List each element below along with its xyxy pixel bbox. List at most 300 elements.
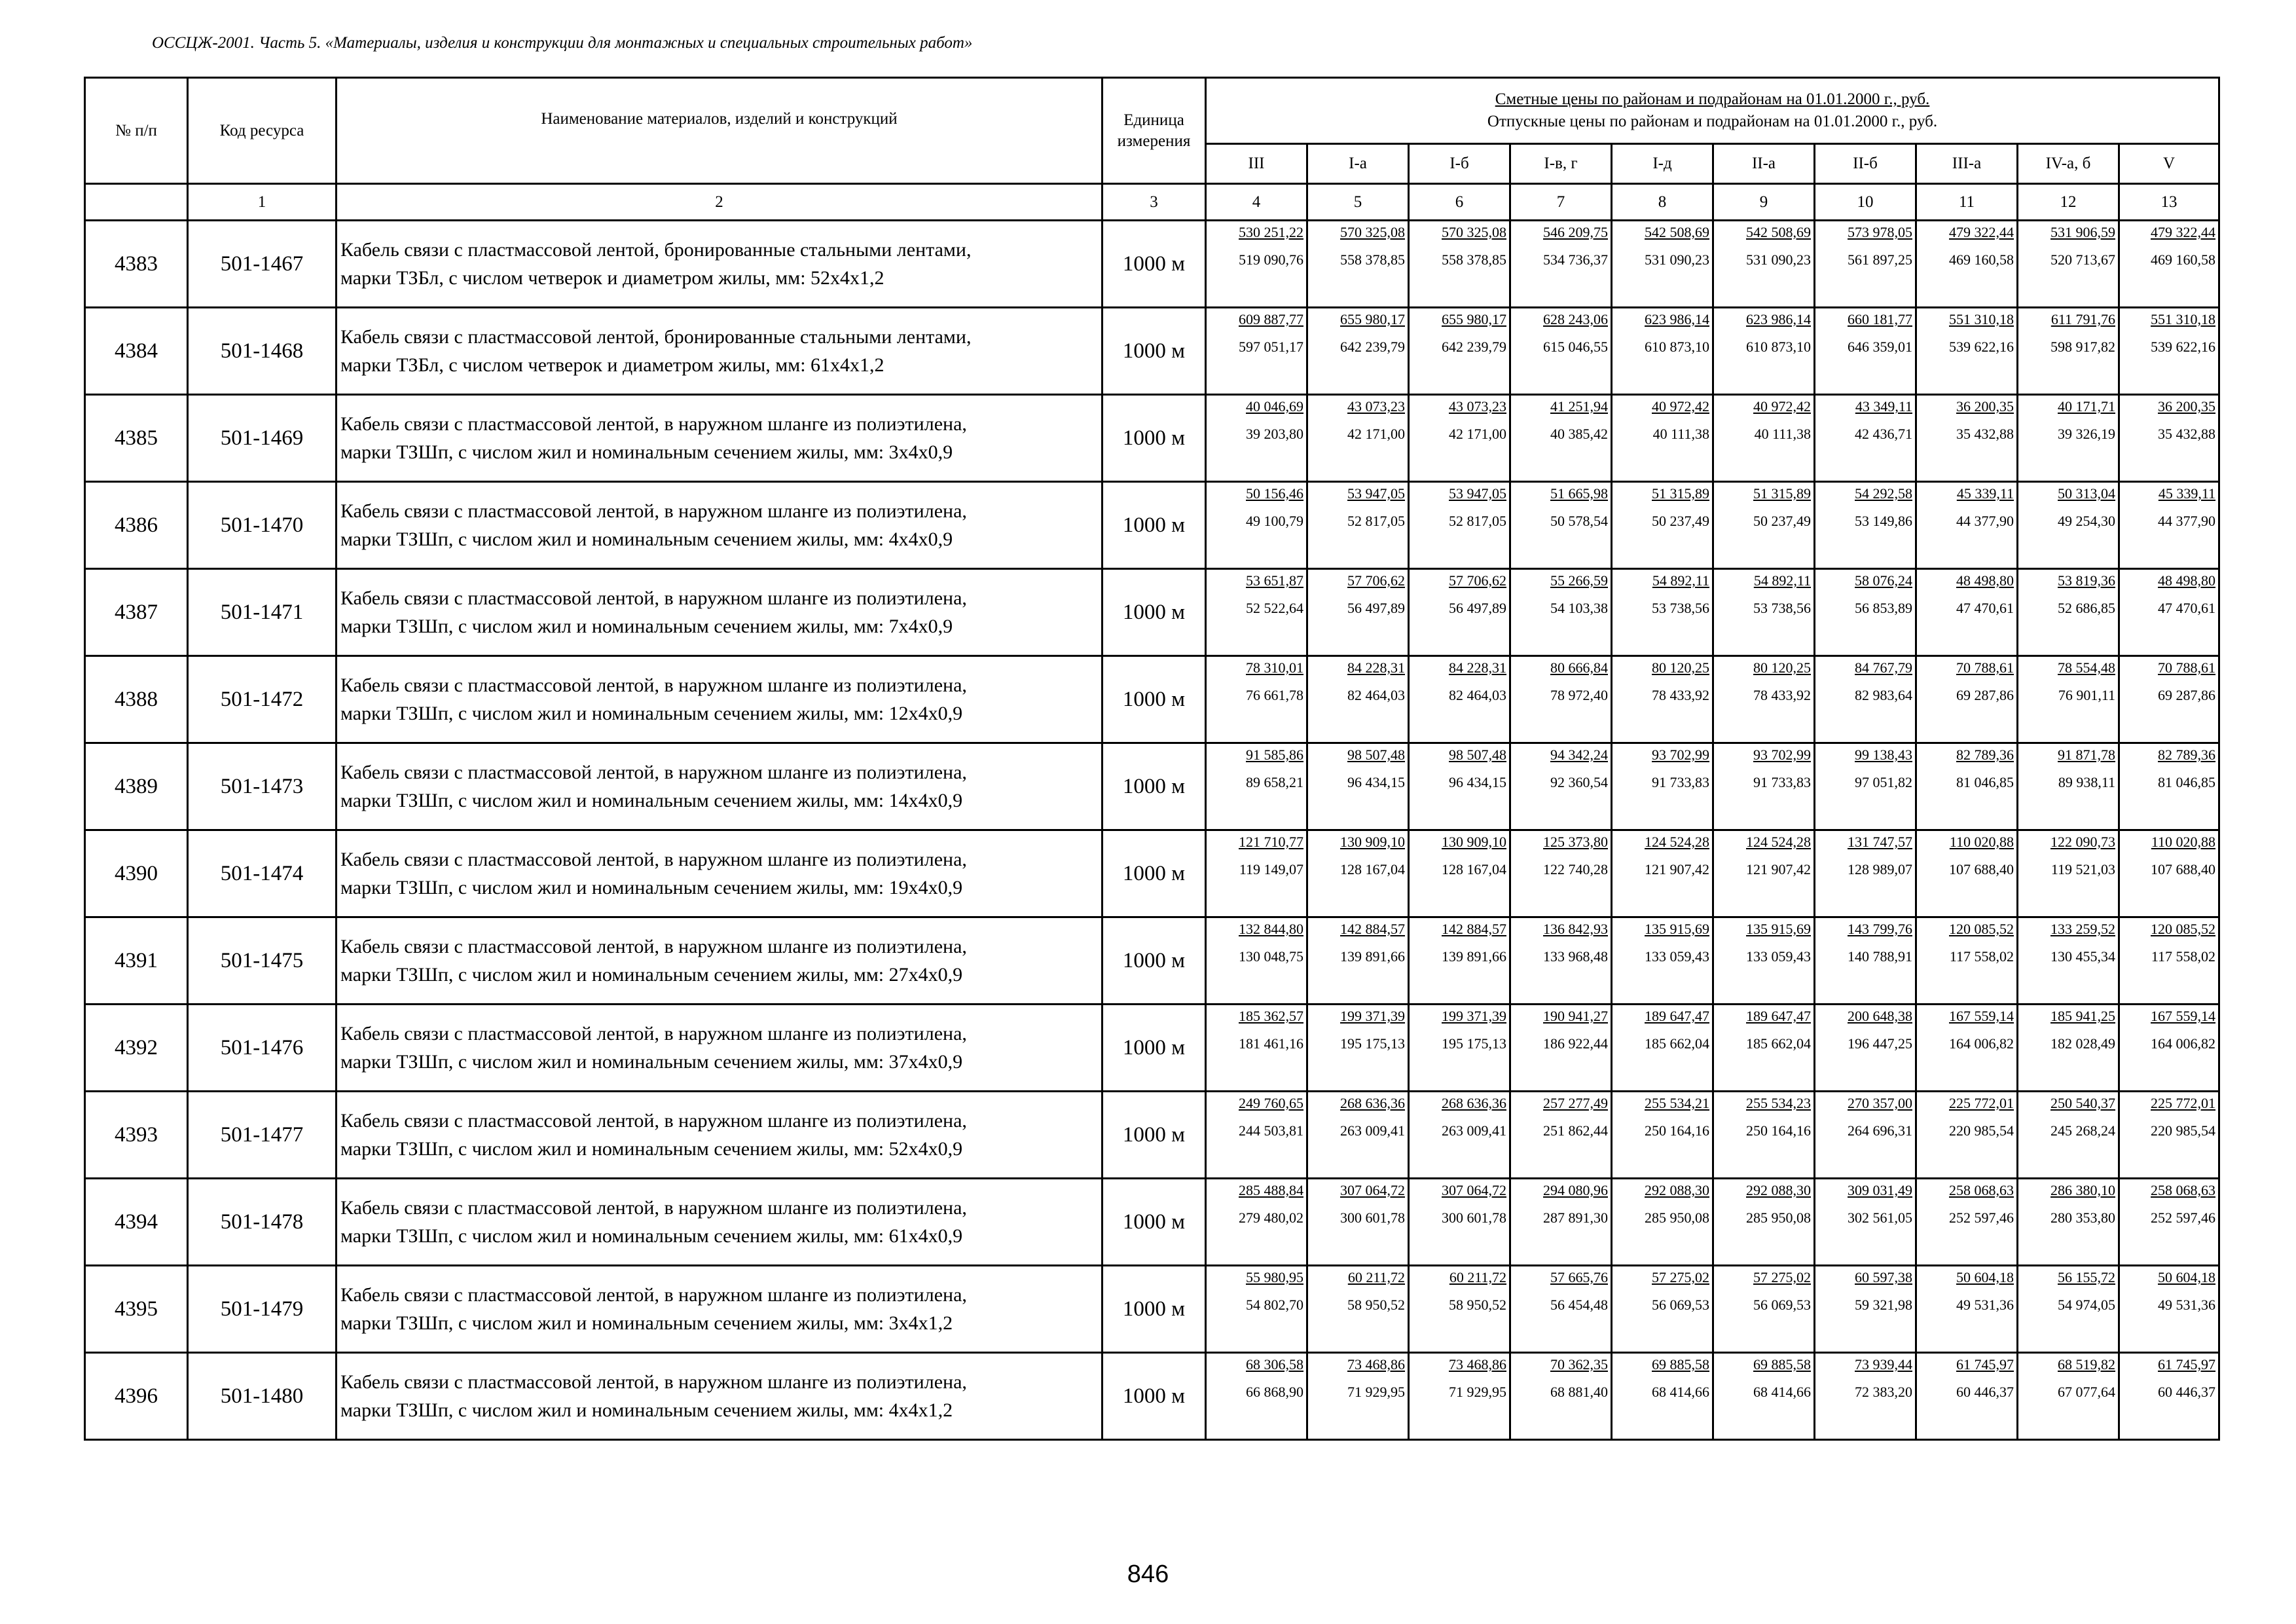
estimate-price: 125 373,80 xyxy=(1543,834,1608,850)
price-cell xyxy=(1916,830,2018,917)
release-price: 117 558,02 xyxy=(1949,948,2014,965)
release-price: 615 046,55 xyxy=(1543,339,1608,355)
estimate-price: 70 788,61 xyxy=(2158,659,2216,676)
price-cell xyxy=(2119,1179,2219,1266)
release-price: 40 385,42 xyxy=(1550,426,1608,442)
price-cell xyxy=(1916,221,2018,308)
estimate-price: 185 941,25 xyxy=(2050,1008,2115,1024)
release-price: 40 111,38 xyxy=(1754,426,1811,442)
estimate-price: 257 277,49 xyxy=(1543,1095,1608,1111)
row-number: 4395 xyxy=(85,1266,188,1353)
estimate-price: 80 120,25 xyxy=(1753,659,1811,676)
resource-code: 501-1472 xyxy=(188,656,337,743)
estimate-price: 551 310,18 xyxy=(1949,311,2014,327)
price-cell xyxy=(1815,1005,1916,1092)
release-price: 44 377,90 xyxy=(2158,513,2216,529)
price-cell xyxy=(1612,743,1713,830)
price-cell xyxy=(1409,1353,1510,1440)
estimate-price: 40 171,71 xyxy=(2058,398,2115,415)
row-number: 4388 xyxy=(85,656,188,743)
estimate-price: 93 702,99 xyxy=(1753,747,1811,763)
material-name xyxy=(337,221,1102,308)
column-number-empty xyxy=(85,184,188,221)
price-cell xyxy=(1916,1179,2018,1266)
estimate-price: 84 767,79 xyxy=(1855,659,1912,676)
price-cell xyxy=(1510,1005,1612,1092)
price-cell xyxy=(1510,395,1612,482)
region-header: II-а xyxy=(1713,144,1815,184)
release-price: 92 360,54 xyxy=(1550,774,1608,790)
price-cell xyxy=(1307,1179,1409,1266)
release-price: 539 622,16 xyxy=(1949,339,2014,355)
price-cell xyxy=(1409,830,1510,917)
region-header: V xyxy=(2119,144,2219,184)
release-price: 47 470,61 xyxy=(1956,600,2014,616)
release-price: 60 446,37 xyxy=(1956,1384,2014,1400)
region-header: I-б xyxy=(1409,144,1510,184)
column-number: 6 xyxy=(1409,184,1510,221)
material-name xyxy=(337,830,1102,917)
material-name-line-2: марки ТЗШп, с числом жил и номинальным сечением жилы, мм: 12х4х0,9 xyxy=(340,703,963,724)
release-price: 469 160,58 xyxy=(2151,251,2216,268)
unit: 1000 м xyxy=(1102,1179,1206,1266)
column-number: 2 xyxy=(337,184,1102,221)
estimate-price: 531 906,59 xyxy=(2050,224,2115,240)
material-name-line-1: Кабель связи с пластмассовой лентой, в наружном шланге из полиэтилена, xyxy=(340,500,967,522)
estimate-price: 167 559,14 xyxy=(1949,1008,2014,1024)
estimate-price: 36 200,35 xyxy=(2158,398,2216,415)
table-row xyxy=(85,743,2219,830)
price-cell xyxy=(1307,482,1409,569)
release-price: 558 378,85 xyxy=(1340,251,1405,268)
release-price: 78 972,40 xyxy=(1550,687,1608,703)
estimate-price: 51 315,89 xyxy=(1652,485,1709,502)
price-cell xyxy=(1713,569,1815,656)
estimate-price: 655 980,17 xyxy=(1340,311,1405,327)
region-header: II-б xyxy=(1815,144,1916,184)
header-price-estimate: Сметные цены по районам и подрайонам на 01.01.2000 г., руб. xyxy=(1495,90,1930,108)
estimate-price: 91 871,78 xyxy=(2058,747,2115,763)
resource-code: 501-1476 xyxy=(188,1005,337,1092)
table-row xyxy=(85,1179,2219,1266)
price-cell xyxy=(2018,221,2119,308)
estimate-price: 122 090,73 xyxy=(2050,834,2115,850)
estimate-price: 50 313,04 xyxy=(2058,485,2115,502)
material-name-line-2: марки ТЗШп, с числом жил и номинальным сечением жилы, мм: 14х4х0,9 xyxy=(340,790,963,811)
estimate-price: 609 887,77 xyxy=(1239,311,1303,327)
price-cell xyxy=(1612,917,1713,1005)
material-name-line-2: марки ТЗШп, с числом жил и номинальным сечением жилы, мм: 52х4х0,9 xyxy=(340,1138,963,1160)
price-cell xyxy=(1510,1092,1612,1179)
price-cell xyxy=(1612,395,1713,482)
release-price: 181 461,16 xyxy=(1239,1035,1303,1052)
release-price: 195 175,13 xyxy=(1442,1035,1506,1052)
estimate-price: 43 073,23 xyxy=(1347,398,1405,415)
price-cell xyxy=(1713,830,1815,917)
estimate-price: 51 315,89 xyxy=(1753,485,1811,502)
column-number: 10 xyxy=(1815,184,1916,221)
release-price: 130 455,34 xyxy=(2050,948,2115,965)
estimate-price: 189 647,47 xyxy=(1645,1008,1709,1024)
price-cell xyxy=(1307,1353,1409,1440)
estimate-price: 48 498,80 xyxy=(2158,572,2216,589)
unit: 1000 м xyxy=(1102,308,1206,395)
release-price: 128 989,07 xyxy=(1848,861,1912,877)
region-header: IV-а, б xyxy=(2018,144,2119,184)
release-price: 107 688,40 xyxy=(2151,861,2216,877)
material-name-line-2: марки ТЗШп, с числом жил и номинальным сечением жилы, мм: 3х4х0,9 xyxy=(340,441,953,463)
price-cell xyxy=(1713,1005,1815,1092)
material-name-line-1: Кабель связи с пластмассовой лентой, бронированные стальными лентами, xyxy=(340,326,972,348)
column-number: 5 xyxy=(1307,184,1409,221)
price-cell xyxy=(1713,656,1815,743)
price-cell xyxy=(1815,1092,1916,1179)
material-name xyxy=(337,1353,1102,1440)
table-row xyxy=(85,917,2219,1005)
estimate-price: 200 648,38 xyxy=(1848,1008,1912,1024)
estimate-price: 286 380,10 xyxy=(2050,1182,2115,1198)
table-row xyxy=(85,830,2219,917)
estimate-price: 292 088,30 xyxy=(1645,1182,1709,1198)
row-number: 4384 xyxy=(85,308,188,395)
price-cell xyxy=(1206,569,1307,656)
estimate-price: 60 211,72 xyxy=(1449,1269,1506,1285)
release-price: 56 454,48 xyxy=(1550,1297,1608,1313)
price-cell xyxy=(1815,1266,1916,1353)
price-cell xyxy=(2018,1179,2119,1266)
release-price: 89 658,21 xyxy=(1246,774,1303,790)
release-price: 97 051,82 xyxy=(1855,774,1912,790)
estimate-price: 124 524,28 xyxy=(1746,834,1811,850)
release-price: 252 597,46 xyxy=(1949,1209,2014,1226)
release-price: 39 203,80 xyxy=(1246,426,1303,442)
release-price: 35 432,88 xyxy=(2158,426,2216,442)
row-number: 4385 xyxy=(85,395,188,482)
release-price: 49 100,79 xyxy=(1246,513,1303,529)
price-cell xyxy=(2119,917,2219,1005)
release-price: 250 164,16 xyxy=(1746,1122,1811,1139)
unit: 1000 м xyxy=(1102,830,1206,917)
release-price: 117 558,02 xyxy=(2151,948,2216,965)
release-price: 58 950,52 xyxy=(1347,1297,1405,1313)
release-price: 520 713,67 xyxy=(2050,251,2115,268)
material-name xyxy=(337,395,1102,482)
estimate-price: 294 080,96 xyxy=(1543,1182,1608,1198)
resource-code: 501-1478 xyxy=(188,1179,337,1266)
estimate-price: 479 322,44 xyxy=(2151,224,2216,240)
release-price: 195 175,13 xyxy=(1340,1035,1405,1052)
release-price: 610 873,10 xyxy=(1645,339,1709,355)
estimate-price: 551 310,18 xyxy=(2151,311,2216,327)
column-number: 11 xyxy=(1916,184,2018,221)
unit: 1000 м xyxy=(1102,1266,1206,1353)
unit: 1000 м xyxy=(1102,1092,1206,1179)
estimate-price: 660 181,77 xyxy=(1848,311,1912,327)
price-cell xyxy=(1612,308,1713,395)
release-price: 42 171,00 xyxy=(1449,426,1506,442)
price-cell xyxy=(1510,482,1612,569)
price-cell xyxy=(2119,221,2219,308)
release-price: 130 048,75 xyxy=(1239,948,1303,965)
estimate-price: 258 068,63 xyxy=(2151,1182,2216,1198)
header-prices xyxy=(1206,78,2219,144)
price-cell xyxy=(1713,1266,1815,1353)
price-cell xyxy=(1409,1179,1510,1266)
estimate-price: 50 156,46 xyxy=(1246,485,1303,502)
release-price: 56 069,53 xyxy=(1753,1297,1811,1313)
release-price: 519 090,76 xyxy=(1239,251,1303,268)
material-name-line-1: Кабель связи с пластмассовой лентой, в наружном шланге из полиэтилена, xyxy=(340,674,967,696)
price-cell xyxy=(1815,1179,1916,1266)
release-price: 558 378,85 xyxy=(1442,251,1506,268)
price-cell xyxy=(2119,1092,2219,1179)
unit: 1000 м xyxy=(1102,1353,1206,1440)
release-price: 96 434,15 xyxy=(1449,774,1506,790)
release-price: 40 111,38 xyxy=(1652,426,1709,442)
price-table xyxy=(84,77,2220,1441)
release-price: 128 167,04 xyxy=(1340,861,1405,877)
page-number: 846 xyxy=(1127,1560,1169,1588)
material-name-line-2: марки ТЗШп, с числом жил и номинальным сечением жилы, мм: 7х4х0,9 xyxy=(340,616,953,637)
release-price: 196 447,25 xyxy=(1848,1035,1912,1052)
material-name xyxy=(337,1005,1102,1092)
release-price: 44 377,90 xyxy=(1956,513,2014,529)
price-cell xyxy=(1916,1266,2018,1353)
estimate-price: 69 885,58 xyxy=(1753,1356,1811,1373)
release-price: 185 662,04 xyxy=(1746,1035,1811,1052)
unit: 1000 м xyxy=(1102,743,1206,830)
material-name-line-2: марки ТЗБл, с числом четверок и диаметром жилы, мм: 61х4х1,2 xyxy=(340,354,884,376)
estimate-price: 45 339,11 xyxy=(1956,485,2014,502)
price-cell xyxy=(1916,395,2018,482)
estimate-price: 573 978,05 xyxy=(1848,224,1912,240)
estimate-price: 61 745,97 xyxy=(2158,1356,2216,1373)
column-number: 9 xyxy=(1713,184,1815,221)
price-cell xyxy=(2119,743,2219,830)
table-row xyxy=(85,656,2219,743)
price-cell xyxy=(2119,569,2219,656)
release-price: 122 740,28 xyxy=(1543,861,1608,877)
release-price: 598 917,82 xyxy=(2050,339,2115,355)
estimate-price: 546 209,75 xyxy=(1543,224,1608,240)
estimate-price: 57 665,76 xyxy=(1550,1269,1608,1285)
price-cell xyxy=(1206,1266,1307,1353)
price-cell xyxy=(1916,1005,2018,1092)
estimate-price: 124 524,28 xyxy=(1645,834,1709,850)
release-price: 91 733,83 xyxy=(1753,774,1811,790)
price-cell xyxy=(1510,743,1612,830)
estimate-price: 48 498,80 xyxy=(1956,572,2014,589)
price-cell xyxy=(1713,917,1815,1005)
resource-code: 501-1477 xyxy=(188,1092,337,1179)
estimate-price: 611 791,76 xyxy=(2050,311,2115,327)
estimate-price: 258 068,63 xyxy=(1949,1182,2014,1198)
release-price: 300 601,78 xyxy=(1442,1209,1506,1226)
release-price: 646 359,01 xyxy=(1848,339,1912,355)
release-price: 67 077,64 xyxy=(2058,1384,2115,1400)
release-price: 68 414,66 xyxy=(1753,1384,1811,1400)
release-price: 279 480,02 xyxy=(1239,1209,1303,1226)
estimate-price: 53 819,36 xyxy=(2058,572,2115,589)
estimate-price: 190 941,27 xyxy=(1543,1008,1608,1024)
release-price: 76 901,11 xyxy=(2058,687,2115,703)
release-price: 164 006,82 xyxy=(2151,1035,2216,1052)
price-cell xyxy=(1815,569,1916,656)
estimate-price: 68 306,58 xyxy=(1246,1356,1303,1373)
price-cell xyxy=(2018,743,2119,830)
column-number: 4 xyxy=(1206,184,1307,221)
price-cell xyxy=(1510,1353,1612,1440)
estimate-price: 70 788,61 xyxy=(1956,659,2014,676)
release-price: 91 733,83 xyxy=(1652,774,1709,790)
release-price: 534 736,37 xyxy=(1543,251,1608,268)
material-name-line-1: Кабель связи с пластмассовой лентой, в наружном шланге из полиэтилена, xyxy=(340,413,967,435)
resource-code: 501-1473 xyxy=(188,743,337,830)
table-row xyxy=(85,1092,2219,1179)
release-price: 133 059,43 xyxy=(1746,948,1811,965)
release-price: 59 321,98 xyxy=(1855,1297,1912,1313)
estimate-price: 110 020,88 xyxy=(1949,834,2014,850)
estimate-price: 60 597,38 xyxy=(1855,1269,1912,1285)
row-number: 4390 xyxy=(85,830,188,917)
estimate-price: 250 540,37 xyxy=(2050,1095,2115,1111)
price-cell xyxy=(1612,656,1713,743)
column-number: 12 xyxy=(2018,184,2119,221)
release-price: 244 503,81 xyxy=(1239,1122,1303,1139)
estimate-price: 189 647,47 xyxy=(1746,1008,1811,1024)
region-header: I-д xyxy=(1612,144,1713,184)
release-price: 252 597,46 xyxy=(2151,1209,2216,1226)
release-price: 133 968,48 xyxy=(1543,948,1608,965)
price-cell xyxy=(2018,1092,2119,1179)
estimate-price: 51 665,98 xyxy=(1550,485,1608,502)
estimate-price: 285 488,84 xyxy=(1239,1182,1303,1198)
estimate-price: 55 266,59 xyxy=(1550,572,1608,589)
release-price: 49 531,36 xyxy=(2158,1297,2216,1313)
estimate-price: 167 559,14 xyxy=(2151,1008,2216,1024)
release-price: 49 254,30 xyxy=(2058,513,2115,529)
material-name xyxy=(337,1179,1102,1266)
price-cell xyxy=(1815,482,1916,569)
price-cell xyxy=(1916,743,2018,830)
estimate-price: 130 909,10 xyxy=(1340,834,1405,850)
release-price: 300 601,78 xyxy=(1340,1209,1405,1226)
release-price: 60 446,37 xyxy=(2158,1384,2216,1400)
material-name-line-2: марки ТЗШп, с числом жил и номинальным сечением жилы, мм: 4х4х0,9 xyxy=(340,528,953,550)
price-cell xyxy=(2119,1005,2219,1092)
price-cell xyxy=(1815,917,1916,1005)
estimate-price: 270 357,00 xyxy=(1848,1095,1912,1111)
column-number: 8 xyxy=(1612,184,1713,221)
release-price: 56 853,89 xyxy=(1855,600,1912,616)
resource-code: 501-1470 xyxy=(188,482,337,569)
release-price: 285 950,08 xyxy=(1645,1209,1709,1226)
release-price: 54 974,05 xyxy=(2058,1297,2115,1313)
release-price: 52 522,64 xyxy=(1246,600,1303,616)
price-cell xyxy=(1409,221,1510,308)
release-price: 89 938,11 xyxy=(2058,774,2115,790)
header-num: № п/п xyxy=(85,78,188,184)
unit: 1000 м xyxy=(1102,1005,1206,1092)
release-price: 71 929,95 xyxy=(1347,1384,1405,1400)
release-price: 139 891,66 xyxy=(1442,948,1506,965)
release-price: 81 046,85 xyxy=(2158,774,2216,790)
release-price: 53 738,56 xyxy=(1753,600,1811,616)
price-cell xyxy=(1206,482,1307,569)
estimate-price: 623 986,14 xyxy=(1746,311,1811,327)
price-cell xyxy=(1713,743,1815,830)
release-price: 251 862,44 xyxy=(1543,1122,1608,1139)
estimate-price: 121 710,77 xyxy=(1239,834,1303,850)
header-name: Наименование материалов, изделий и конструкций xyxy=(337,78,1102,184)
release-price: 121 907,42 xyxy=(1645,861,1709,877)
estimate-price: 143 799,76 xyxy=(1848,921,1912,937)
price-cell xyxy=(1307,1005,1409,1092)
material-name-line-1: Кабель связи с пластмассовой лентой, в наружном шланге из полиэтилена, xyxy=(340,1023,967,1044)
price-cell xyxy=(1612,1092,1713,1179)
release-price: 539 622,16 xyxy=(2151,339,2216,355)
estimate-price: 570 325,08 xyxy=(1442,224,1506,240)
estimate-price: 80 666,84 xyxy=(1550,659,1608,676)
unit: 1000 м xyxy=(1102,656,1206,743)
price-cell xyxy=(1713,1353,1815,1440)
release-price: 69 287,86 xyxy=(2158,687,2216,703)
estimate-price: 530 251,22 xyxy=(1239,224,1303,240)
material-name xyxy=(337,743,1102,830)
estimate-price: 53 651,87 xyxy=(1246,572,1303,589)
material-name-line-1: Кабель связи с пластмассовой лентой, в наружном шланге из полиэтилена, xyxy=(340,587,967,609)
estimate-price: 54 892,11 xyxy=(1652,572,1709,589)
table-row xyxy=(85,395,2219,482)
estimate-price: 99 138,43 xyxy=(1855,747,1912,763)
price-cell xyxy=(2018,1005,2119,1092)
price-cell xyxy=(1713,1092,1815,1179)
estimate-price: 73 468,86 xyxy=(1347,1356,1405,1373)
release-price: 121 907,42 xyxy=(1746,861,1811,877)
estimate-price: 542 508,69 xyxy=(1645,224,1709,240)
estimate-price: 84 228,31 xyxy=(1347,659,1405,676)
release-price: 264 696,31 xyxy=(1848,1122,1912,1139)
estimate-price: 78 554,48 xyxy=(2058,659,2115,676)
price-cell xyxy=(1510,656,1612,743)
release-price: 128 167,04 xyxy=(1442,861,1506,877)
price-cell xyxy=(1307,743,1409,830)
material-name xyxy=(337,569,1102,656)
material-name-line-1: Кабель связи с пластмассовой лентой, в наружном шланге из полиэтилена, xyxy=(340,849,967,870)
price-cell xyxy=(1409,1266,1510,1353)
release-price: 220 985,54 xyxy=(2151,1122,2216,1139)
resource-code: 501-1469 xyxy=(188,395,337,482)
release-price: 50 578,54 xyxy=(1550,513,1608,529)
release-price: 54 103,38 xyxy=(1550,600,1608,616)
estimate-price: 60 211,72 xyxy=(1347,1269,1405,1285)
estimate-price: 120 085,52 xyxy=(2151,921,2216,937)
price-cell xyxy=(1612,569,1713,656)
price-cell xyxy=(1206,1092,1307,1179)
release-price: 81 046,85 xyxy=(1956,774,2014,790)
release-price: 78 433,92 xyxy=(1652,687,1709,703)
release-price: 250 164,16 xyxy=(1645,1122,1709,1139)
price-cell xyxy=(2119,1266,2219,1353)
estimate-price: 41 251,94 xyxy=(1550,398,1608,415)
price-cell xyxy=(1206,743,1307,830)
estimate-price: 249 760,65 xyxy=(1239,1095,1303,1111)
estimate-price: 142 884,57 xyxy=(1442,921,1506,937)
region-header: I-в, г xyxy=(1510,144,1612,184)
row-number: 4387 xyxy=(85,569,188,656)
unit: 1000 м xyxy=(1102,221,1206,308)
price-cell xyxy=(2018,830,2119,917)
